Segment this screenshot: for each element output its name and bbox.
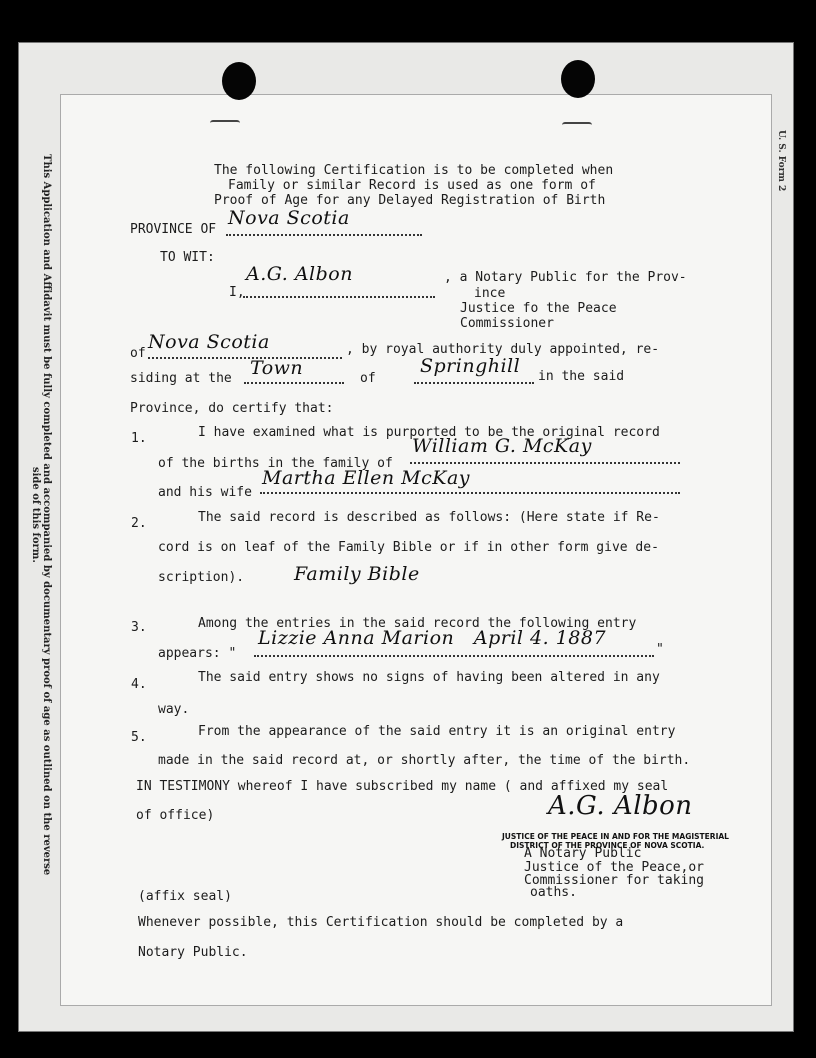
item-2-number: 2. — [131, 516, 147, 531]
item-1-line-3: and his wife — [158, 485, 252, 500]
affix-seal-label: (affix seal) — [138, 889, 232, 904]
mother-field-line — [260, 492, 680, 494]
signature: A.G. Albon — [548, 791, 693, 821]
of-field-line — [148, 357, 342, 359]
item-1-line-1: I have examined what is purported to be the original record — [198, 425, 660, 440]
footer-line-2: Notary Public. — [138, 945, 248, 960]
staple-left — [210, 120, 240, 126]
item-4-line-2: way. — [158, 702, 190, 717]
item-2-line-3: scription). — [158, 570, 245, 585]
footer-line-1: Whenever possible, this Certification should be completed by a — [138, 915, 624, 930]
testimony-line-1: IN TESTIMONY whereof I have subscribed my name ( and affixed my seal — [136, 779, 669, 794]
stamp-line-2: DISTRICT OF THE PROVINCE OF NOVA SCOTIA. — [510, 841, 705, 850]
mother-name: Martha Ellen McKay — [262, 467, 470, 489]
signer-title-4: oaths. — [530, 885, 577, 900]
authority-text: , by royal authority duly appointed, re- — [346, 342, 660, 357]
item-5-number: 5. — [131, 730, 147, 745]
item-3-line-1: Among the entries in the said record the following entry — [198, 616, 637, 631]
of-value: Nova Scotia — [148, 331, 270, 353]
province-certify: Province, do certify that: — [130, 401, 334, 416]
place-value: Springhill — [420, 355, 521, 377]
of-label: of — [130, 346, 146, 361]
father-field-line — [410, 462, 680, 464]
notary-role-line-1: , a Notary Public for the Prov- — [444, 270, 687, 285]
punch-hole-right — [561, 60, 595, 98]
place-field-line — [414, 382, 534, 384]
notary-role-line-3: Justice fo the Peace — [460, 301, 617, 316]
notary-name: A.G. Albon — [246, 263, 353, 285]
in-said-text: in the said — [538, 369, 625, 384]
header-line-2: Family or similar Record is used as one form of — [228, 178, 596, 193]
residing-label: siding at the — [130, 371, 232, 386]
signer-title-2: Justice of the Peace,or — [524, 860, 705, 875]
record-description: Family Bible — [294, 563, 420, 585]
item-5-line-1: From the appearance of the said entry it is an original entry — [198, 724, 676, 739]
item-4-line-1: The said entry shows no signs of having been altered in any — [198, 670, 660, 685]
notary-role-line-2: ince — [474, 286, 506, 301]
province-label: PROVINCE OF — [130, 222, 217, 237]
province-value: Nova Scotia — [228, 207, 350, 229]
entry-field-line — [254, 655, 654, 657]
stamp-line-1: JUSTICE OF THE PEACE IN AND FOR THE MAGISTERIAL — [502, 832, 729, 841]
residing-value: Town — [250, 357, 304, 379]
item-1-number: 1. — [131, 431, 147, 446]
residing-field-line — [244, 382, 344, 384]
side-instruction: This Application and Affidavit must be fully completed and accompanied by documentary proof of age as outlined on the reverse side of this form. — [30, 154, 52, 876]
item-2-line-2: cord is on leaf of the Family Bible or if in other form give de- — [158, 540, 659, 555]
item-2-line-1: The said record is described as follows: (Here state if Re- — [198, 510, 660, 525]
father-name: William G. McKay — [412, 435, 592, 457]
notary-role-line-4: Commissioner — [460, 316, 554, 331]
item-1-line-2: of the births in the family of — [158, 456, 393, 471]
staple-right — [562, 122, 592, 128]
of-label-2: of — [360, 371, 376, 386]
province-field-line — [226, 234, 422, 236]
notary-name-line — [243, 296, 435, 298]
birth-entry: Lizzie Anna Marion April 4. 1887 — [258, 627, 607, 649]
item-5-line-2: made in the said record at, or shortly after, the time of the birth. — [158, 753, 691, 768]
item-3-line-2: appears: " — [158, 646, 237, 661]
to-wit-label: TO WIT: — [160, 250, 215, 265]
signer-title-3: Commissioner for taking — [524, 873, 705, 888]
punch-hole-left — [222, 62, 256, 100]
header-line-1: The following Certification is to be completed when — [214, 163, 614, 178]
entry-close-quote: " — [656, 642, 664, 657]
form-number: U. S. Form 2 — [776, 130, 786, 192]
header-line-3: Proof of Age for any Delayed Registration of Birth — [214, 193, 606, 208]
i-label: I, — [229, 285, 245, 300]
item-3-number: 3. — [131, 620, 147, 635]
testimony-line-2: of office) — [136, 808, 215, 823]
item-4-number: 4. — [131, 677, 147, 692]
signer-title-1: A Notary Public — [524, 846, 642, 861]
